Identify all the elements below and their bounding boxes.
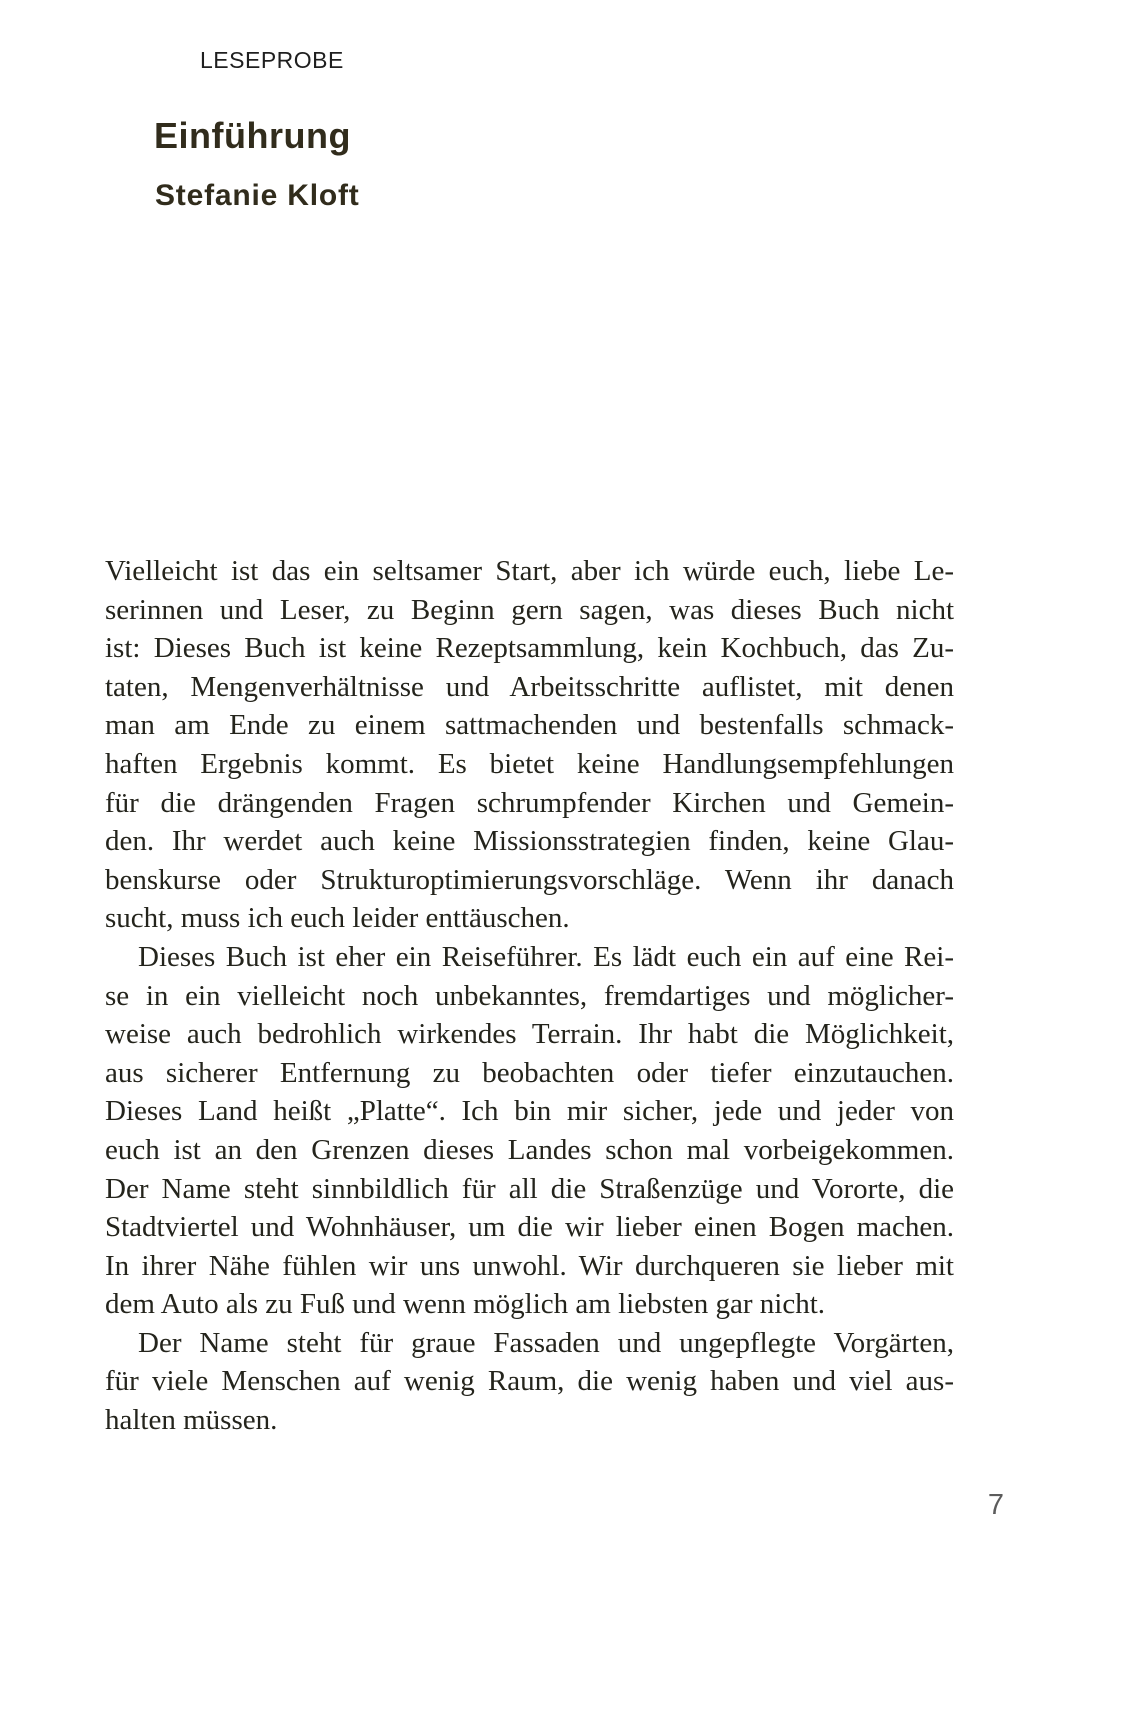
text-line: dem Auto als zu Fuß und wenn möglich am liebsten gar nicht. bbox=[105, 1288, 826, 1321]
text-line: weise auch bedrohlich wirkendes Terrain. Ihr habt die Möglichkeit, bbox=[105, 1018, 954, 1051]
text-line: man am Ende zu einem sattmachenden und bestenfalls schmack- bbox=[105, 709, 954, 742]
text-line: In ihrer Nähe fühlen wir uns unwohl. Wir durchqueren sie lieber mit bbox=[105, 1249, 954, 1282]
text-line: Dieses Buch ist eher ein Reiseführer. Es lädt euch ein auf eine Rei- bbox=[138, 940, 954, 973]
text-line: haften Ergebnis kommt. Es bietet keine Handlungsempfehlungen bbox=[105, 747, 954, 780]
text-line: ist: Dieses Buch ist keine Rezeptsammlung, kein Kochbuch, das Zu- bbox=[105, 632, 954, 665]
text-line: sucht, muss ich euch leider enttäuschen. bbox=[105, 902, 570, 935]
text-line: Der Name steht sinnbildlich für all die Straßenzüge und Vororte, die bbox=[105, 1172, 954, 1205]
text-line: taten, Mengenverhältnisse und Arbeitsschritte auflistet, mit denen bbox=[105, 670, 954, 703]
text-line: se in ein vielleicht noch unbekanntes, fremdartiges und möglicher- bbox=[105, 979, 954, 1012]
text-line: für viele Menschen auf wenig Raum, die wenig haben und viel aus- bbox=[105, 1365, 954, 1398]
running-header: LESEPROBE bbox=[200, 47, 344, 73]
text-line: Vielleicht ist das ein seltsamer Start, aber ich würde euch, liebe Le- bbox=[105, 555, 954, 587]
text-line: serinnen und Leser, zu Beginn gern sagen, was dieses Buch nicht bbox=[105, 593, 954, 626]
page-number: 7 bbox=[987, 1489, 1004, 1521]
text-line: Der Name steht für graue Fassaden und ungepflegte Vorgärten, bbox=[138, 1326, 954, 1359]
body-text bbox=[105, 552, 954, 1440]
text-line: für die drängenden Fragen schrumpfender Kirchen und Gemein- bbox=[105, 786, 954, 819]
text-line: den. Ihr werdet auch keine Missionsstrategien finden, keine Glau- bbox=[105, 825, 954, 858]
page-title: Einführung bbox=[154, 115, 351, 156]
text-line: euch ist an den Grenzen dieses Landes schon mal vorbeigekommen. bbox=[105, 1133, 954, 1166]
text-line: Dieses Land heißt „Platte“. Ich bin mir sicher, jede und jeder von bbox=[105, 1095, 954, 1128]
text-line: benskurse oder Strukturoptimierungsvorschläge. Wenn ihr danach bbox=[105, 863, 954, 896]
text-line: aus sicherer Entfernung zu beobachten oder tiefer einzutauchen. bbox=[105, 1056, 954, 1089]
text-line: halten müssen. bbox=[105, 1404, 278, 1437]
text-line: Stadtviertel und Wohnhäuser, um die wir lieber einen Bogen machen. bbox=[105, 1211, 954, 1244]
author-name: Stefanie Kloft bbox=[155, 179, 360, 212]
